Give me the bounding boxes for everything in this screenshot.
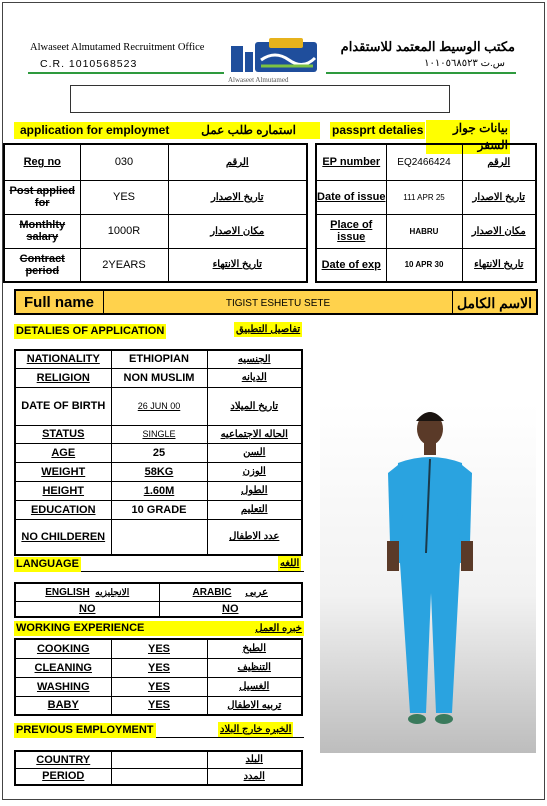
- row-label: Date of issue: [316, 180, 386, 214]
- row-label-ar: التنظيف: [207, 658, 302, 677]
- application-title-en: application for employmet: [20, 123, 170, 137]
- row-value: 1000R: [80, 214, 168, 248]
- company-cr-ar: س.ت ١٠١٠٥٦٨٥٢٣: [424, 58, 505, 69]
- row-label-ar: الديانه: [207, 368, 302, 387]
- row-label: WASHING: [15, 677, 111, 696]
- row-value: ETHIOPIAN: [111, 350, 207, 368]
- table-row: [316, 248, 536, 282]
- company-logo: [229, 38, 321, 80]
- table-row: [15, 462, 302, 481]
- experience-heading: [14, 621, 304, 636]
- row-label-ar: الوزن: [207, 462, 302, 481]
- row-value: 111 APR 25: [386, 180, 462, 214]
- row-label: Place of issue: [316, 214, 386, 248]
- details-heading: DETALIES OF APPLICATION: [16, 325, 165, 337]
- row-label: EDUCATION: [15, 500, 111, 519]
- row-label: NATIONALITY: [15, 350, 111, 368]
- row-label-ar: تاريخ الاصدار: [462, 180, 536, 214]
- passport-title-ar: بيانات جواز السفر: [426, 120, 510, 154]
- row-value: YES: [111, 658, 207, 677]
- row-label: Monthlty salary: [4, 214, 80, 248]
- row-label: Reg no: [4, 144, 80, 180]
- table-row: [15, 350, 302, 368]
- table-row: [4, 144, 307, 180]
- table-row: [316, 180, 536, 214]
- row-label: AGE: [15, 443, 111, 462]
- full-name-label: Full name: [16, 291, 104, 313]
- row-label: Date of exp: [316, 248, 386, 282]
- row-label-ar: البلد: [207, 751, 302, 768]
- applicant-photo: [320, 403, 536, 753]
- table-row: [15, 500, 302, 519]
- row-value: YES: [111, 696, 207, 715]
- application-title-ar: استماره طلب عمل: [201, 123, 296, 137]
- passport-table: [315, 143, 537, 283]
- row-label-ar: الرقم: [462, 144, 536, 180]
- table-row: [15, 443, 302, 462]
- row-label-ar: الجنسيه: [207, 350, 302, 368]
- logo-caption: Alwaseet Almutamed: [228, 76, 289, 84]
- row-value: NON MUSLIM: [111, 368, 207, 387]
- english-label: ENGLISH: [45, 586, 90, 598]
- table-row: [4, 180, 307, 214]
- row-value: 1.60M: [111, 481, 207, 500]
- application-table: [3, 143, 308, 283]
- row-label-ar: تاريخ الميلاد: [207, 387, 302, 425]
- row-label-ar: الطول: [207, 481, 302, 500]
- table-row: [15, 639, 302, 658]
- table-row: [4, 214, 307, 248]
- row-label: PERIOD: [15, 768, 111, 785]
- row-value: SINGLE: [111, 425, 207, 443]
- row-label: COUNTRY: [15, 751, 111, 768]
- company-name-ar: مكتب الوسيط المعتمد للاستقدام: [340, 39, 515, 54]
- full-name-label-ar: الاسم الكامل: [452, 291, 536, 313]
- header-rule-right: [326, 72, 516, 74]
- row-label-ar: الطبخ: [207, 639, 302, 658]
- row-value: YES: [111, 677, 207, 696]
- language-heading-ar: اللغه: [280, 558, 300, 569]
- language-heading: LANGUAGE: [16, 558, 79, 570]
- previous-heading-ar: الخبره خارج البلاد: [220, 724, 292, 735]
- row-label: Contract period: [4, 248, 80, 282]
- experience-heading-ar: خبره العمل: [255, 623, 302, 634]
- table-row: [15, 696, 302, 715]
- table-row: [15, 658, 302, 677]
- arabic-label: ARABIC: [192, 586, 232, 598]
- row-label-ar: الرقم: [168, 144, 307, 180]
- row-label-ar: مكان الاصدار: [168, 214, 307, 248]
- row-value: 10 APR 30: [386, 248, 462, 282]
- row-value: [111, 751, 207, 768]
- table-row: [15, 519, 302, 555]
- table-row: [15, 583, 302, 601]
- row-label-ar: الحاله الاجتماعيه: [207, 425, 302, 443]
- details-heading-ar: تفاصيل التطبيق: [236, 324, 301, 335]
- header-rule-left: [28, 72, 224, 74]
- table-row: [15, 601, 302, 617]
- row-label: CLEANING: [15, 658, 111, 677]
- previous-heading: PREVIOUS EMPLOYMENT: [16, 724, 154, 736]
- arabic-label-ar: عربى: [245, 586, 268, 598]
- experience-heading-en: WORKING EXPERIENCE: [16, 622, 145, 634]
- row-value: HABRU: [386, 214, 462, 248]
- table-row: [316, 144, 536, 180]
- row-label-ar: عدد الاطفال: [207, 519, 302, 555]
- row-label: RELIGION: [15, 368, 111, 387]
- table-row: [15, 751, 302, 768]
- language-arabic-header: [159, 583, 302, 601]
- row-value: 26 JUN 00: [111, 387, 207, 425]
- row-label: Post applied for: [4, 180, 80, 214]
- row-value: 030: [80, 144, 168, 180]
- english-label-ar: الانجليزيه: [95, 586, 130, 597]
- row-label: BABY: [15, 696, 111, 715]
- row-label: STATUS: [15, 425, 111, 443]
- row-label: WEIGHT: [15, 462, 111, 481]
- row-value: [111, 768, 207, 785]
- row-value: [111, 519, 207, 555]
- arabic-value: NO: [159, 601, 302, 617]
- passport-title-en: passprt detalies: [332, 123, 424, 137]
- row-label-ar: السن: [207, 443, 302, 462]
- table-row: [15, 481, 302, 500]
- row-value: 10 GRADE: [111, 500, 207, 519]
- table-row: [4, 248, 307, 282]
- company-name-en: Alwaseet Almutamed Recruitment Office: [30, 42, 205, 53]
- row-label-ar: تاريخ الانتهاء: [168, 248, 307, 282]
- row-label: COOKING: [15, 639, 111, 658]
- experience-table: [14, 638, 303, 716]
- company-cr-en: C.R. 1010568523: [40, 58, 138, 70]
- row-value: YES: [80, 180, 168, 214]
- table-row: [15, 768, 302, 785]
- row-label-ar: تاريخ الاصدار: [168, 180, 307, 214]
- row-label: EP number: [316, 144, 386, 180]
- language-english-header: [15, 583, 159, 601]
- previous-table: [14, 750, 303, 786]
- application-title: [14, 122, 320, 139]
- full-name-value: TIGIST ESHETU SETE: [104, 291, 452, 313]
- row-value: 2YEARS: [80, 248, 168, 282]
- person-figure: [320, 403, 536, 753]
- row-value: YES: [111, 639, 207, 658]
- row-value: 25: [111, 443, 207, 462]
- table-row: [316, 214, 536, 248]
- row-label-ar: الغسيل: [207, 677, 302, 696]
- row-label-ar: مكان الاصدار: [462, 214, 536, 248]
- row-label-ar: المدد: [207, 768, 302, 785]
- row-label: HEIGHT: [15, 481, 111, 500]
- row-value: EQ2466424: [386, 144, 462, 180]
- row-label-ar: تربيه الاطفال: [207, 696, 302, 715]
- blank-box: [70, 85, 450, 113]
- row-label: NO CHILDEREN: [15, 519, 111, 555]
- row-label: DATE OF BIRTH: [15, 387, 111, 425]
- english-value: NO: [15, 601, 159, 617]
- table-row: [15, 368, 302, 387]
- row-label-ar: التعليم: [207, 500, 302, 519]
- full-name-row: [14, 289, 538, 315]
- table-row: [15, 677, 302, 696]
- row-value: 58KG: [111, 462, 207, 481]
- table-row: [15, 425, 302, 443]
- row-label-ar: تاريخ الانتهاء: [462, 248, 536, 282]
- table-row: [15, 387, 302, 425]
- details-table: [14, 349, 303, 556]
- language-table: [14, 582, 303, 618]
